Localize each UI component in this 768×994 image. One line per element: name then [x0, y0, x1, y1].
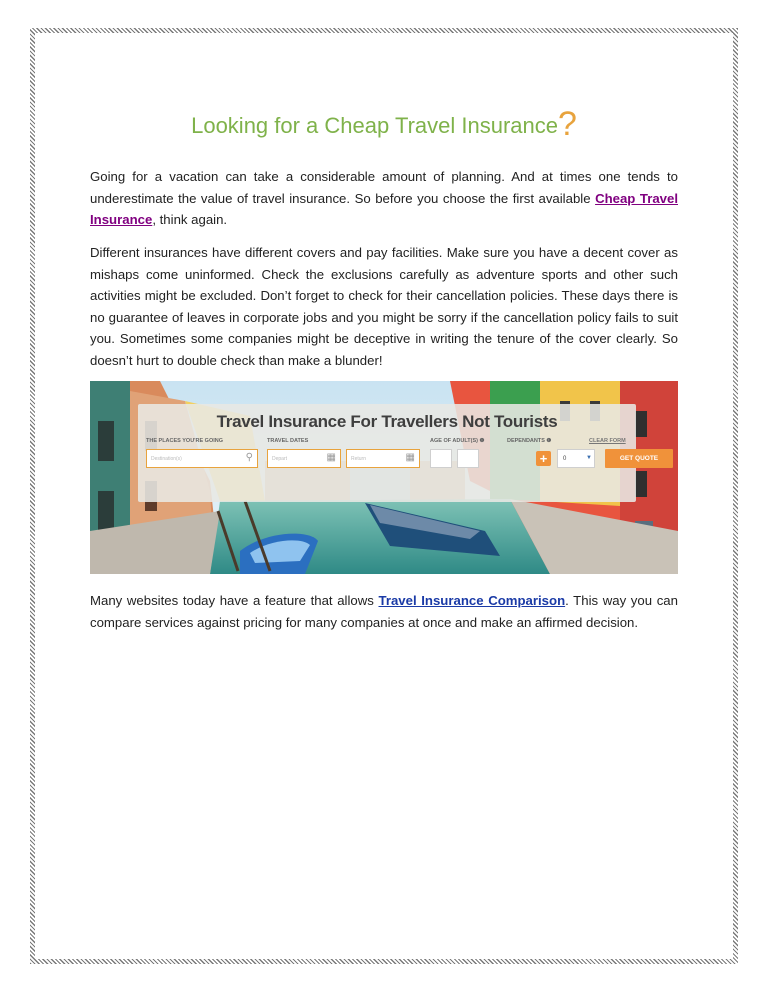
- document-title: [0, 104, 768, 146]
- adult-age-input-2[interactable]: [457, 449, 479, 468]
- return-placeholder: Return: [351, 456, 367, 462]
- label-travel-dates: TRAVEL DATES: [267, 438, 309, 444]
- title-question-mark: ?: [557, 105, 577, 143]
- return-date-input[interactable]: [346, 449, 420, 468]
- paragraph-3-text: Many websites today have a feature that allows: [90, 593, 379, 608]
- calendar-icon[interactable]: ▦: [405, 452, 415, 463]
- quote-form-panel: [138, 404, 659, 502]
- adult-age-input-1[interactable]: [430, 449, 452, 468]
- depart-placeholder: Depart: [272, 456, 288, 462]
- travel-insurance-comparison-link[interactable]: Travel Insurance Comparison: [378, 593, 566, 608]
- label-dependants: DEPENDANTS ❶: [507, 438, 552, 444]
- dependants-select[interactable]: [557, 449, 595, 468]
- search-icon[interactable]: ⚲: [245, 452, 253, 463]
- paragraph-1: [90, 166, 678, 231]
- depart-date-input[interactable]: [267, 449, 341, 468]
- banner-headline: Travel Insurance For Travellers Not Tourists: [216, 412, 558, 431]
- paragraph-3-tail: . This way you can compare services against pricing for many companies at once and make an affirmed decision.: [90, 593, 678, 630]
- cheap-travel-insurance-link[interactable]: Cheap Travel Insurance: [90, 190, 678, 227]
- chevron-down-icon: ▼: [586, 455, 592, 461]
- dependants-value: 0: [563, 456, 567, 462]
- get-quote-button[interactable]: GET QUOTE: [605, 449, 673, 468]
- clear-form-link[interactable]: CLEAR FORM: [589, 438, 626, 444]
- label-age-of-adults: AGE OF ADULT(S) ❶: [430, 438, 485, 444]
- paragraph-3: [90, 590, 678, 633]
- paragraph-1-tail: , think again.: [152, 212, 228, 227]
- add-adult-button[interactable]: +: [536, 451, 551, 466]
- title-text: Looking for a Cheap Travel Insurance: [191, 113, 558, 138]
- destination-input[interactable]: [146, 449, 258, 468]
- calendar-icon[interactable]: ▦: [326, 452, 336, 463]
- paragraph-2: Different insurances have different covers and pay facilities. Make sure you have a decent cover as mishaps come uninformed. Check the exclusions carefully as adventure sports and other such activities might be excluded. Don’t forget to check for their cancellation policies. These days there is no guarantee of leaves in corporate jobs and you might be sorry if the cancellation policy fails to suit you. Sometimes some companies might be deceptive in writing the tenure of the cover clearly. So doesn’t hurt to double check than make a blunder!: [90, 245, 678, 368]
- banner-image: [90, 381, 678, 574]
- label-places: THE PLACES YOU'RE GOING: [146, 438, 223, 444]
- destination-placeholder: Destination(s): [151, 456, 182, 462]
- paragraph-1-text: Going for a vacation can take a considerable amount of planning. And at times one tends to underestimate the value of travel insurance. So before you choose the first available: [90, 169, 678, 206]
